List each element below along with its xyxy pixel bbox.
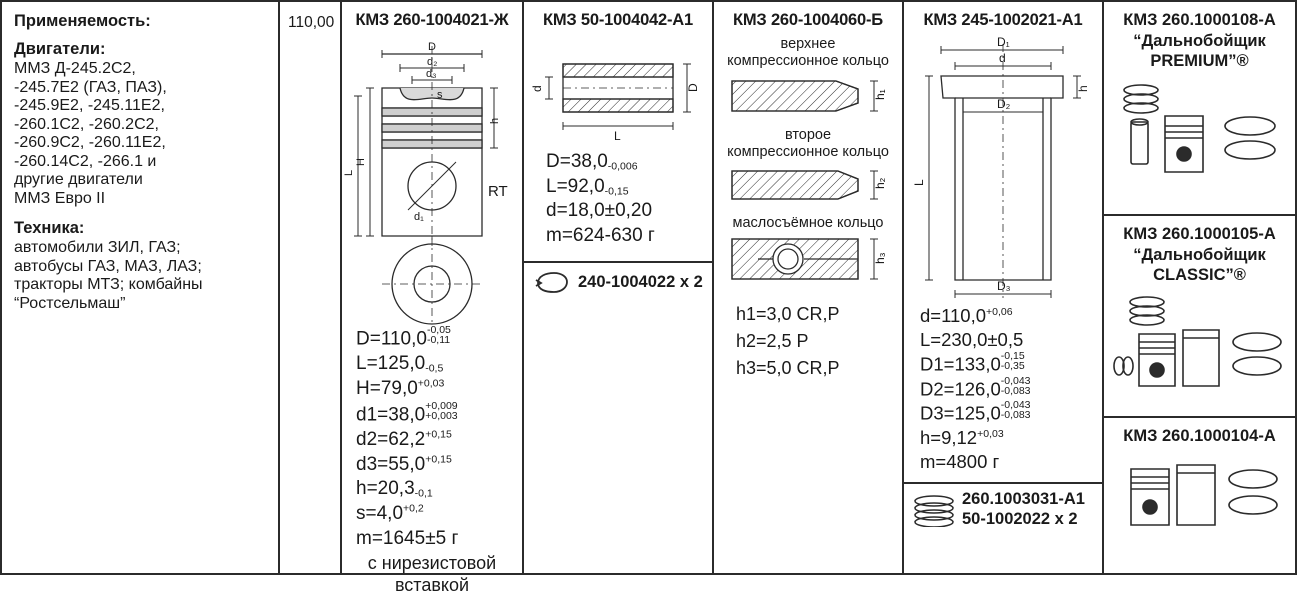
label-h: h (1076, 85, 1090, 92)
piston-dim: D=110,0 (356, 328, 427, 350)
engines-list (14, 60, 266, 208)
piston-dimensions: D=110,0-0,05 -0,11 $L=125,0_{-0,5}$ $H=79,0^{+0,03}$ d1=38,0+0,009 +0,003 $d2=62,2^{+0,15}$ $d3=55,0^{+0,15}$ $h=20,3_{-0,1}$ $s=4,0^{+0,2}$ m=1645±5 г (356, 324, 459, 549)
piston-part-number: КМЗ 260-1004021-Ж (355, 11, 509, 29)
piston-dim: s=4,0 (356, 502, 404, 524)
piston-dim: L=125,0 (356, 353, 426, 375)
liner-dim: d=110,0 (920, 305, 987, 326)
ring-dim: h1=3,0 CR,P (736, 304, 840, 325)
vehicles-label: Техника: (14, 219, 85, 238)
engines-line: ММЗ Евро II (14, 189, 106, 207)
label-D: D (428, 41, 436, 53)
liner-dim: m=4800 г (920, 450, 1000, 472)
engines-label: Двигатели: (14, 40, 106, 58)
engines-line: -260.9С2, -260.11Е2, (14, 134, 166, 152)
pin-part-number: КМЗ 50-1004042-А1 (542, 11, 693, 29)
pin-cell (524, 2, 714, 573)
snap-ring-icon (534, 271, 570, 295)
engines-line: ММЗ Д-245.2С2, (14, 60, 136, 77)
label-h3: h₃ (873, 252, 887, 265)
ring-icon (1229, 496, 1277, 514)
pin-icon (1131, 122, 1148, 164)
piston-dim: d1=38,0 (356, 404, 426, 426)
kit-premium (1104, 2, 1295, 214)
price-value: 110,00 (288, 14, 335, 31)
ring-dim: h2=2,5 P (736, 331, 809, 352)
label-h1: h₁ (873, 89, 887, 101)
vehicles-line: автобусы ГАЗ, МАЗ, ЛАЗ; (14, 257, 202, 275)
vehicles-line: тракторы МТЗ; комбайны (14, 276, 203, 294)
ring1-drawing (714, 69, 902, 125)
piston-dim: m=1645±5 г (356, 527, 459, 549)
label-D: D (686, 83, 700, 92)
rings-cell (714, 2, 904, 573)
label-h2: h₂ (873, 177, 887, 189)
liner-dim: h=9,12 (920, 426, 978, 448)
vehicles-line: автомобили ЗИЛ, ГАЗ; (14, 239, 181, 257)
liner-drawing (904, 36, 1102, 304)
vehicles-line: “Ростсельмаш” (14, 295, 126, 313)
kit-classic (1104, 216, 1295, 416)
price-cell (280, 2, 342, 573)
liner-extra-line2: 50-1002022 x 2 (962, 509, 1078, 528)
label-D2: D₂ (997, 97, 1011, 111)
label-L: L (912, 179, 926, 186)
pin-dim: D=38,0 (546, 151, 608, 172)
pin-retainer-row (524, 263, 712, 295)
piston-dim: d2=62,2 (356, 428, 426, 450)
kit-premium-header: КМЗ 260.1000108-А “Дальнобойщик PREMIUM”® (1123, 11, 1276, 71)
label-d2: d₂ (427, 56, 438, 68)
pin-dimensions: $D=38,0_{-0,006}$ $L=92,0_{-0,15}$ d=18,0±0,20 m=624-630 г (546, 151, 655, 247)
label-d3: d₃ (426, 68, 437, 80)
ring3-drawing (714, 231, 902, 295)
ring-icon (1233, 357, 1281, 375)
liner-part-number: КМЗ 245-1002021-А1 (923, 11, 1083, 29)
liner-extra-row (904, 484, 1102, 530)
engines-line: -260.14С2, -266.1 и (14, 152, 157, 170)
kit-premium-icons (1104, 76, 1295, 188)
ring-icon (1225, 141, 1275, 159)
label-d1: d₁ (414, 211, 424, 223)
rings-dimensions (714, 301, 902, 382)
pin-dim: d=18,0±0,20 (546, 200, 653, 222)
label-d: d (530, 85, 544, 92)
ring3-caption: маслосъёмное кольцо (732, 214, 884, 231)
liner-dim: D1=133,0 (920, 353, 1001, 375)
piston-note: с нирезистовой вставкой (367, 553, 497, 595)
piston-dim: H=79,0 (356, 377, 418, 399)
liner-dim: L=230,0±0,5 (920, 329, 1024, 351)
piston-icon (1165, 116, 1203, 172)
piston-dim: h=20,3 (356, 478, 415, 500)
rings-part-number: КМЗ 260-1004060-Б (733, 11, 883, 29)
engines-line: -245.7Е2 (ГАЗ, ПАЗ), (14, 78, 167, 96)
kit-basic-header: КМЗ 260.1000104-А (1123, 427, 1276, 445)
engines-line: -260.1С2, -260.2С2, (14, 115, 159, 133)
applicability-cell (2, 2, 280, 573)
label-RT: RT (488, 183, 508, 200)
kits-cell (1104, 2, 1297, 573)
label-s: s (437, 89, 443, 101)
label-L: L (343, 169, 355, 176)
ring-dim: h3=5,0 CR,P (736, 358, 840, 379)
engines-line: другие двигатели (14, 171, 143, 189)
liner-extra-line1: 260.1003031-А1 (962, 489, 1085, 508)
pin-drawing (524, 36, 712, 146)
pin-dim: L=92,0 (546, 175, 605, 197)
piston-dim: d3=55,0 (356, 453, 426, 475)
piston-drawing (342, 36, 522, 326)
kit-classic-header: КМЗ 260.1000105-А “Дальнобойщик CLASSIC”® (1123, 225, 1276, 285)
piston-cell (342, 2, 524, 595)
kit-basic-icons (1104, 451, 1295, 547)
liner-icon (1177, 465, 1215, 525)
engines-line: -245.9Е2, -245.11Е2, (14, 97, 165, 115)
label-D1: D₁ (997, 36, 1010, 49)
ring-icon (1225, 117, 1275, 135)
ring1-caption: верхнее компрессионное кольцо (727, 36, 889, 69)
liner-dimensions: $d=110,0^{+0,06}$ L=230,0±0,5 D1=133,0-0,15 -0,35 D2=126,0-0,043 -0,083 D3=125,0-0,043 -0,083 $h=9,12^{+0,03}$ m=4800 г (920, 305, 1031, 472)
ring-icon (1233, 333, 1281, 351)
pin-retainer-number: 240-1004022 x 2 (578, 272, 703, 291)
vehicles-list (14, 239, 266, 313)
liner-cell (904, 2, 1104, 573)
applicability-title: Применяемость: (14, 12, 151, 30)
ring-icon (1229, 470, 1277, 488)
kit-classic-icons (1104, 290, 1295, 400)
ring2-caption: второе компрессионное кольцо (727, 127, 889, 161)
label-h: h (489, 117, 501, 124)
label-H: H (355, 158, 367, 166)
liner-dim: D3=125,0 (920, 402, 1001, 424)
kit-basic (1104, 418, 1295, 547)
pin-dim: m=624-630 г (546, 225, 655, 247)
coil-spring-icon (912, 493, 956, 527)
label-D3: D₃ (997, 279, 1011, 293)
liner-dim: D2=126,0 (920, 378, 1001, 400)
ring2-drawing (714, 161, 902, 213)
label-d: d (999, 51, 1006, 65)
label-L: L (614, 129, 621, 143)
